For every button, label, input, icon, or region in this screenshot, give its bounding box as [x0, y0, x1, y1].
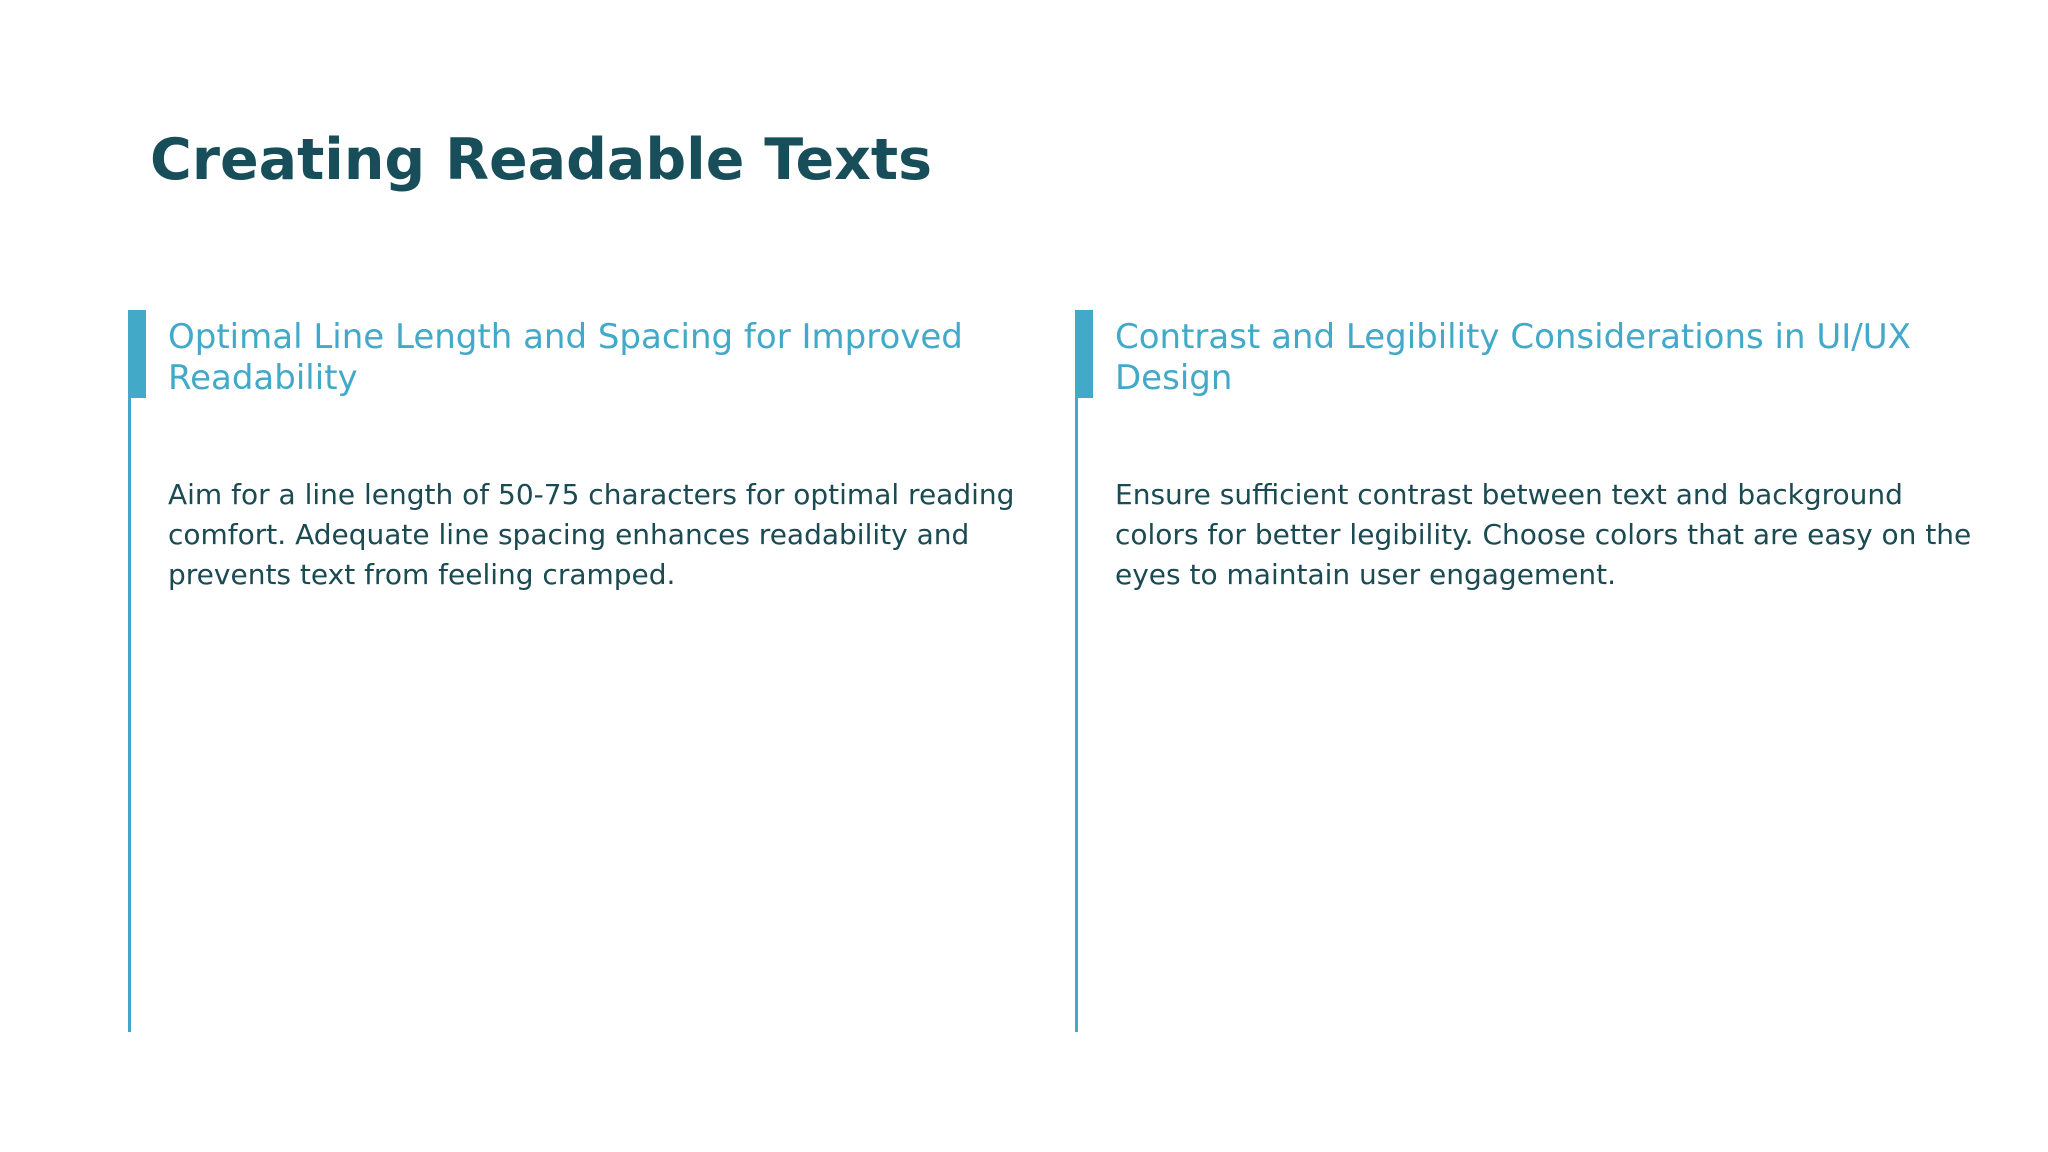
column-heading: Contrast and Legibility Considerations in UI/UX Design	[1115, 317, 1911, 398]
column-body-text: Aim for a line length of 50-75 characters for optimal reading comfort. Adequate line spacing enhances readability and prevents text from feeling cramped.	[168, 478, 1015, 591]
column-body-text: Ensure sufficient contrast between text and background colors for better legibility. Choose colors that are easy on the eyes to maintain user engagement.	[1115, 478, 1972, 591]
column-contrast-legibility	[1075, 310, 1975, 1032]
column-heading: Optimal Line Length and Spacing for Improved Readability	[168, 317, 963, 398]
slide-title: Creating Readable Texts	[150, 127, 933, 193]
column-accent-bar	[1075, 310, 1093, 398]
column-divider-line	[128, 310, 131, 1032]
column-line-length	[128, 310, 1028, 1032]
column-divider-line	[1075, 310, 1078, 1032]
column-accent-bar	[128, 310, 146, 398]
